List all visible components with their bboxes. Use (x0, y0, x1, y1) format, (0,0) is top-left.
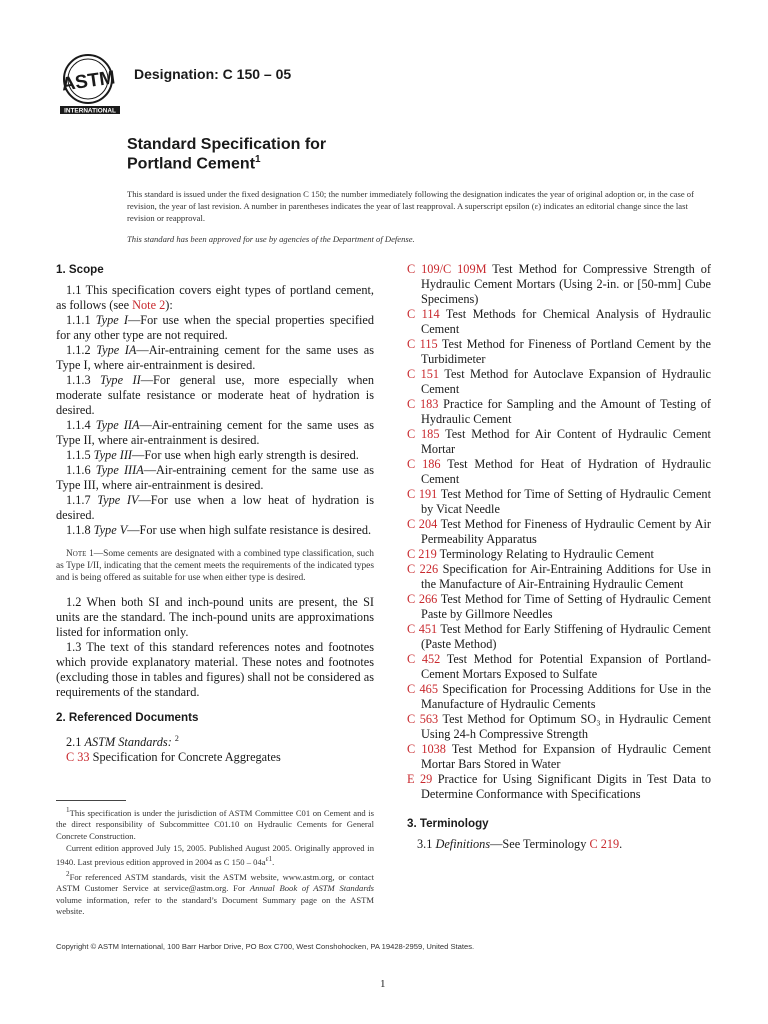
title-line-2 (127, 154, 261, 173)
standard-item: C 191 Test Method for Time of Setting of Hydraulic Cement by Vicat Needle (407, 487, 711, 516)
para-3-1: 3.1 Definitions—See Terminology C 219. (417, 837, 623, 851)
standards-list (407, 262, 711, 802)
standard-item: C 451 Test Method for Early Stiffening of Hydraulic Cement (Paste Method) (407, 622, 711, 651)
footnotes (56, 805, 374, 918)
standard-item: C 109/C 109M Test Method for Compressive Strength of Hydraulic Cement Mortars (Using 2-in. or [50-mm] Cube Specimens) (407, 262, 712, 306)
para-1-1: 1.1 This specification covers eight types of portland cement, as follows (see Note 2): (56, 283, 374, 312)
designation: Designation: C 150 – 05 (134, 66, 292, 82)
standard-item: C 186 Test Method for Heat of Hydration of Hydraulic Cement (407, 457, 711, 486)
section-heading-scope: 1. Scope (56, 263, 104, 276)
standard-item: C 1038 Test Method for Expansion of Hydraulic Cement Mortar Bars Stored in Water (407, 742, 711, 771)
standard-link[interactable]: C 266 (407, 592, 438, 606)
standard-link[interactable]: E 29 (407, 772, 433, 786)
standard-link[interactable]: C 109/C 109M (407, 262, 487, 276)
standard-item: C 266 Test Method for Time of Setting of Hydraulic Cement Paste by Gillmore Needles (407, 592, 711, 621)
cement-types-list (56, 313, 374, 538)
cement-type-item: 1.1.6 Type IIIA—Air-entraining cement for the same use as Type III, where air-entrainment is desired. (56, 463, 374, 492)
standard-link[interactable]: C 183 (407, 397, 439, 411)
cement-type-item: 1.1.7 Type IV—For use when a low heat of hydration is desired. (56, 493, 375, 522)
standard-item: C 226 Specification for Air-Entraining Additions for Use in the Manufacture of Air-Entraining Hydraulic Cement (407, 562, 711, 591)
dod-notice: This standard has been approved for use by agencies of the Department of Defense. (127, 234, 415, 244)
standard-link[interactable]: C 226 (407, 562, 439, 576)
standard-link[interactable]: C 465 (407, 682, 438, 696)
issuance-notice: This standard is issued under the fixed designation C 150; the number immediately following the designation indicates the year of original adoption or, in the case of revision, the year of last revision. A number in parentheses indicates the year of last reapproval. A superscript epsilon (ε) indicates an editorial change since the last revision or reapproval. (127, 189, 694, 224)
footnote-2: $^2$For referenced ASTM standards, visit the ASTM website, www.astm.org, or contact ASTM Customer Service at service@astm.org. For Annual Book of ASTM Standards volume information, refer to the standard’s Document Summary page on the ASTM website. (56, 869, 374, 917)
standard-item: C 219 Terminology Relating to Hydraulic Cement (407, 547, 654, 561)
standard-item: C 114 Test Methods for Chemical Analysis of Hydraulic Cement (407, 307, 712, 336)
standard-link[interactable]: C 452 (407, 652, 441, 666)
copyright-notice: Copyright © ASTM International, 100 Barr Harbor Drive, PO Box C700, West Conshohocken, PA 19428-2959, United States. (56, 942, 475, 951)
standard-item: C 204 Test Method for Fineness of Hydraulic Cement by Air Permeability Apparatus (407, 517, 711, 546)
std-c33: C 33 Specification for Concrete Aggregates (66, 749, 281, 764)
standard-item: C 115 Test Method for Fineness of Portland Cement by the Turbidimeter (407, 337, 711, 366)
footnote-divider (56, 800, 126, 801)
astm-logo (58, 50, 122, 116)
section-heading-terminology: 3. Terminology (407, 817, 489, 830)
standard-link[interactable]: C 191 (407, 487, 438, 501)
svg-text:ASTM: ASTM (60, 67, 117, 96)
standard-link[interactable]: C 451 (407, 622, 438, 636)
cement-type-item: 1.1.3 Type II—For general use, more especially when moderate sulfate resistance or moderate heat of hydration is desired. (56, 373, 375, 417)
standard-link[interactable]: C 115 (407, 337, 438, 351)
standard-link[interactable]: C 186 (407, 457, 441, 471)
title-text: Portland Cement (127, 155, 256, 173)
cement-type-item: 1.1.1 Type I—For use when the special properties specified for any other type are not required. (56, 313, 374, 342)
title-footnote-marker: 1 (255, 154, 261, 165)
standard-link[interactable]: C 151 (407, 367, 440, 381)
standard-item: C 563 Test Method for Optimum SO₃ in Hydraulic Cement Using 24-h Compressive Strength (407, 712, 711, 741)
cement-type-item: 1.1.8 Type V—For use when high sulfate resistance is desired. (66, 523, 372, 537)
title-line-1: Standard Specification for (127, 136, 327, 153)
standard-item: C 183 Practice for Sampling and the Amount of Testing of Hydraulic Cement (407, 397, 711, 426)
svg-text:INTERNATIONAL: INTERNATIONAL (64, 107, 116, 115)
standard-link[interactable]: C 185 (407, 427, 440, 441)
left-column (56, 262, 374, 765)
para-2-1: 2.1 ASTM Standards: $^2$ (66, 733, 179, 749)
para-1-3: 1.3 The text of this standard references notes and footnotes which provide explanatory material. These notes and footnotes (excluding those in tables and figures) shall not be considered as requirements of the standard. (56, 639, 374, 699)
cement-type-item: 1.1.5 Type III—For use when high early strength is desired. (66, 448, 359, 462)
footnote-1-b: Current edition approved July 15, 2005. Published August 2005. Originally approved in 1940. Last previous edition approved in 2004 as C $150 - 04a^{\varepsilon 1}$. (56, 842, 374, 868)
c219-link[interactable]: C 219 (589, 837, 620, 851)
standard-item: C 465 Specification for Processing Additions for Use in the Manufacture of Hydraulic Cements (407, 682, 711, 711)
cement-type-item: 1.1.2 Type IA—Air-entraining cement for the same uses as Type I, where air-entrainment is desired. (56, 343, 375, 372)
standard-item: C 185 Test Method for Air Content of Hydraulic Cement Mortar (407, 427, 711, 456)
standard-link[interactable]: C 114 (407, 307, 440, 321)
standard-link[interactable]: C 1038 (407, 742, 446, 756)
standard-item: C 151 Test Method for Autoclave Expansion of Hydraulic Cement (407, 367, 711, 396)
standard-link[interactable]: C 219 (407, 547, 437, 561)
para-1-2: 1.2 When both SI and inch-pound units are present, the SI units are the standard. The inch-pound units are approximations listed for information only. (56, 594, 374, 639)
note-1: Note 1—Some cements are designated with a combined type classification, such as Type I/II, indicating that the cement meets the requirements of the indicated types and is being offered as suitable for use when either type is desired. (56, 549, 374, 584)
standard-item: C 452 Test Method for Potential Expansion of Portland-Cement Mortars Exposed to Sulfate (407, 652, 711, 681)
c33-link[interactable]: C 33 (66, 749, 90, 764)
standard-item: E 29 Practice for Using Significant Digits in Test Data to Determine Conformance with Specifications (407, 772, 711, 801)
cement-type-item: 1.1.4 Type IIA—Air-entraining cement for the same uses as Type II, where air-entrainment is desired. (56, 418, 374, 447)
section-heading-referenced: 2. Referenced Documents (56, 710, 199, 724)
page-number: 1 (380, 978, 386, 990)
standard-link[interactable]: C 563 (407, 712, 439, 726)
standard-link[interactable]: C 204 (407, 517, 438, 531)
note-2-link[interactable]: Note 2 (132, 298, 166, 312)
footnote-1: $^1$This specification is under the jurisdiction of ASTM Committee C01 on Cement and is the direct responsibility of Subcommittee C01.10 on Hydraulic Cements for General Concrete Construction. (56, 806, 374, 842)
right-column (407, 262, 711, 852)
